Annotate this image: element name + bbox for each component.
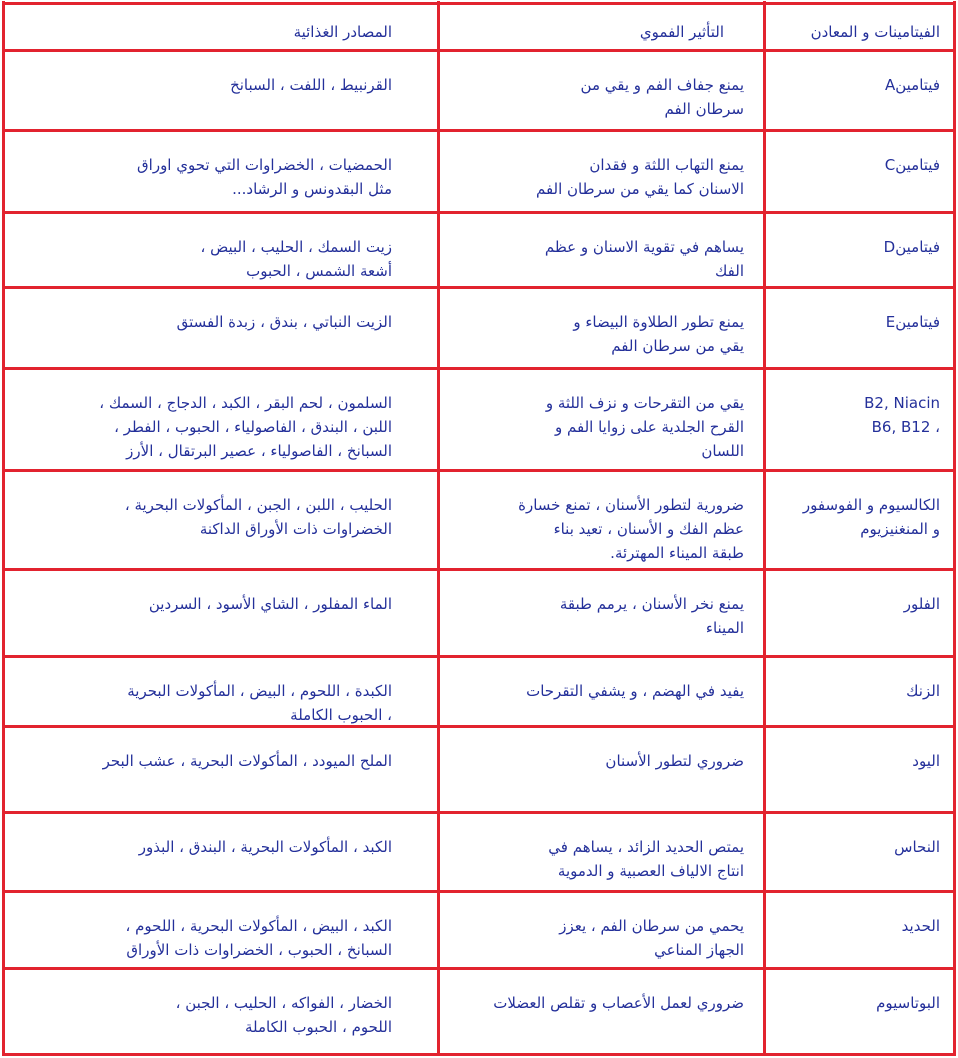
vitamin-name bbox=[885, 153, 940, 177]
header-effect: التأثير الفموي bbox=[639, 23, 724, 41]
oral-effect bbox=[545, 235, 744, 283]
oral-effect bbox=[548, 835, 744, 883]
food-sources bbox=[176, 991, 392, 1039]
food-sources-line: الكبدة ، اللحوم ، البيض ، المأكولات البحرية bbox=[127, 682, 392, 700]
oral-effect-line: ضرورية لتطور الأسنان ، تمنع خسارة bbox=[518, 496, 744, 514]
oral-effect bbox=[605, 749, 744, 773]
oral-effect bbox=[526, 679, 744, 703]
vitamin-name bbox=[885, 73, 940, 97]
oral-effect-line: يحمي من سرطان الفم ، يعزز bbox=[559, 917, 744, 935]
oral-effect-line: سرطان الفم bbox=[664, 100, 744, 118]
table-border-vertical bbox=[2, 1, 5, 1056]
vitamin-name-line: اليود bbox=[912, 752, 940, 770]
vitamin-name bbox=[902, 914, 940, 938]
oral-effect-line: عظم الفك و الأسنان ، تعيد بناء bbox=[553, 520, 744, 538]
table-border-vertical bbox=[437, 1, 440, 1056]
food-sources-line: مثل البقدونس و الرشاد... bbox=[232, 180, 392, 198]
oral-effect-line: يمتص الحديد الزائد ، يساهم في bbox=[548, 838, 744, 856]
oral-effect-line: ضروري لعمل الأعصاب و تقلص العضلات bbox=[493, 994, 744, 1012]
vitamin-name bbox=[904, 592, 940, 616]
table-border-horizontal bbox=[2, 2, 956, 5]
food-sources-line: الحمضيات ، الخضراوات التي تحوي اوراق bbox=[137, 156, 392, 174]
vitamin-name-line: فيتامينA bbox=[884, 76, 940, 94]
oral-effect-line: الاسنان كما يقي من سرطان الفم bbox=[535, 180, 744, 198]
header-vitamins: الفيتامينات و المعادن bbox=[810, 23, 940, 41]
food-sources bbox=[125, 914, 392, 962]
food-sources bbox=[200, 235, 392, 283]
vitamin-name bbox=[912, 749, 940, 773]
table-border-horizontal bbox=[2, 568, 956, 571]
oral-effect-line: يساهم في تقوية الاسنان و عظم bbox=[544, 238, 744, 256]
oral-effect bbox=[546, 391, 744, 463]
oral-effect-line: طبقة الميناء المهترئة. bbox=[610, 544, 744, 562]
oral-effect bbox=[573, 310, 744, 358]
oral-effect-line: يقي من سرطان الفم bbox=[611, 337, 744, 355]
food-sources-line: الكبد ، البيض ، المأكولات البحرية ، اللحوم ، bbox=[125, 917, 392, 935]
oral-effect-line: انتاج الالياف العصبية و الدموية bbox=[557, 862, 744, 880]
oral-effect-line: يمنع التهاب اللثة و فقدان bbox=[589, 156, 744, 174]
food-sources-line: السلمون ، لحم البقر ، الكبد ، الدجاج ، السمك ، bbox=[99, 394, 392, 412]
oral-effect-line: الجهاز المناعي bbox=[654, 941, 744, 959]
oral-effect-line: يمنع جفاف الفم و يقي من bbox=[580, 76, 744, 94]
table-border-vertical bbox=[763, 1, 766, 1056]
table-border-horizontal bbox=[2, 469, 956, 472]
oral-effect bbox=[493, 991, 744, 1015]
oral-effect-line: يقي من التقرحات و نزف اللثة و bbox=[545, 394, 744, 412]
food-sources-line: الخضار ، الفواكه ، الحليب ، الجبن ، bbox=[175, 994, 392, 1012]
vitamin-name-line: فيتامينE bbox=[885, 313, 940, 331]
food-sources-line: الكبد ، المأكولات البحرية ، البندق ، البذور bbox=[138, 838, 392, 856]
oral-effect bbox=[518, 493, 744, 565]
table-border-horizontal bbox=[2, 811, 956, 814]
table-border-horizontal bbox=[2, 967, 956, 970]
vitamin-name-line: الحديد bbox=[901, 917, 940, 935]
food-sources-line: ، الحبوب الكاملة bbox=[290, 706, 392, 724]
oral-effect-line: يفيد في الهضم ، و يشفي التقرحات bbox=[526, 682, 744, 700]
table-border-horizontal bbox=[2, 211, 956, 214]
food-sources-line: اللحوم ، الحبوب الكاملة bbox=[244, 1018, 392, 1036]
oral-effect-line: اللسان bbox=[701, 442, 744, 460]
food-sources-line: زيت السمك ، الحليب ، البيض ، bbox=[200, 238, 392, 256]
food-sources bbox=[149, 592, 392, 616]
oral-effect-line: يمنع نخر الأسنان ، يرمم طبقة bbox=[559, 595, 744, 613]
table-border-horizontal bbox=[2, 129, 956, 132]
vitamin-name bbox=[894, 835, 940, 859]
vitamin-name bbox=[864, 391, 940, 439]
oral-effect bbox=[559, 914, 744, 962]
food-sources-line: الملح الميودد ، المأكولات البحرية ، عشب البحر bbox=[102, 752, 392, 770]
food-sources-line: أشعة الشمس ، الحبوب bbox=[246, 262, 392, 280]
oral-effect-line: الفك bbox=[715, 262, 744, 280]
vitamin-name bbox=[876, 991, 940, 1015]
vitamin-name bbox=[803, 493, 940, 541]
food-sources-line: الحليب ، اللبن ، الجبن ، المأكولات البحرية ، bbox=[124, 496, 392, 514]
oral-effect-line: ضروري لتطور الأسنان bbox=[605, 752, 744, 770]
food-sources-line: اللبن ، البندق ، الفاصولياء ، الحبوب ، الفطر ، bbox=[114, 418, 392, 436]
food-sources bbox=[103, 749, 392, 773]
vitamin-name-line: فيتامينD bbox=[883, 238, 940, 256]
table-border-horizontal bbox=[2, 890, 956, 893]
oral-effect bbox=[560, 592, 744, 640]
food-sources bbox=[177, 310, 392, 334]
food-sources-line: الزيت النباتي ، بندق ، زبدة الفستق bbox=[176, 313, 392, 331]
table-border-horizontal bbox=[2, 286, 956, 289]
food-sources-line: الماء المفلور ، الشاي الأسود ، السردين bbox=[148, 595, 392, 613]
food-sources bbox=[230, 73, 392, 97]
vitamin-name-line: و المنغنيزيوم bbox=[860, 520, 940, 538]
vitamin-name-line: الكالسيوم و الفوسفور bbox=[802, 496, 940, 514]
vitamin-name-line: ، B6, B12 bbox=[871, 418, 940, 436]
food-sources bbox=[139, 835, 392, 859]
food-sources bbox=[127, 679, 392, 727]
oral-effect bbox=[536, 153, 744, 201]
vitamin-name-line: B2, Niacin bbox=[864, 394, 940, 412]
vitamin-name-line: البوتاسيوم bbox=[876, 994, 940, 1012]
table-border-horizontal bbox=[2, 1053, 956, 1056]
food-sources-line: القرنبيط ، اللفت ، السبانخ bbox=[230, 76, 392, 94]
food-sources-line: السبانخ ، الحبوب ، الخضراوات ذات الأوراق bbox=[126, 941, 392, 959]
table-border-horizontal bbox=[2, 367, 956, 370]
food-sources bbox=[137, 153, 392, 201]
vitamin-name-line: الفلور bbox=[903, 595, 940, 613]
vitamin-name-line: فيتامينC bbox=[884, 156, 940, 174]
oral-effect-line: القرح الجلدية على زوايا الفم و bbox=[555, 418, 744, 436]
table-border-horizontal bbox=[2, 49, 956, 52]
food-sources-line: الخضراوات ذات الأوراق الداكنة bbox=[199, 520, 392, 538]
vitamin-name bbox=[884, 235, 940, 259]
oral-effect bbox=[581, 73, 744, 121]
vitamin-name-line: الزنك bbox=[906, 682, 940, 700]
table-border-vertical bbox=[953, 1, 956, 1056]
vitamin-name bbox=[886, 310, 940, 334]
header-sources: المصادر الغذائية bbox=[293, 23, 392, 41]
food-sources bbox=[125, 493, 392, 541]
table-border-horizontal bbox=[2, 655, 956, 658]
oral-effect-line: يمنع تطور الطلاوة البيضاء و bbox=[573, 313, 744, 331]
vitamin-name bbox=[906, 679, 940, 703]
vitamin-name-line: النحاس bbox=[894, 838, 940, 856]
food-sources-line: السبانخ ، الفاصولياء ، عصير البرتقال ، الأرز bbox=[126, 442, 392, 460]
oral-effect-line: الميناء bbox=[705, 619, 744, 637]
food-sources bbox=[99, 391, 392, 463]
